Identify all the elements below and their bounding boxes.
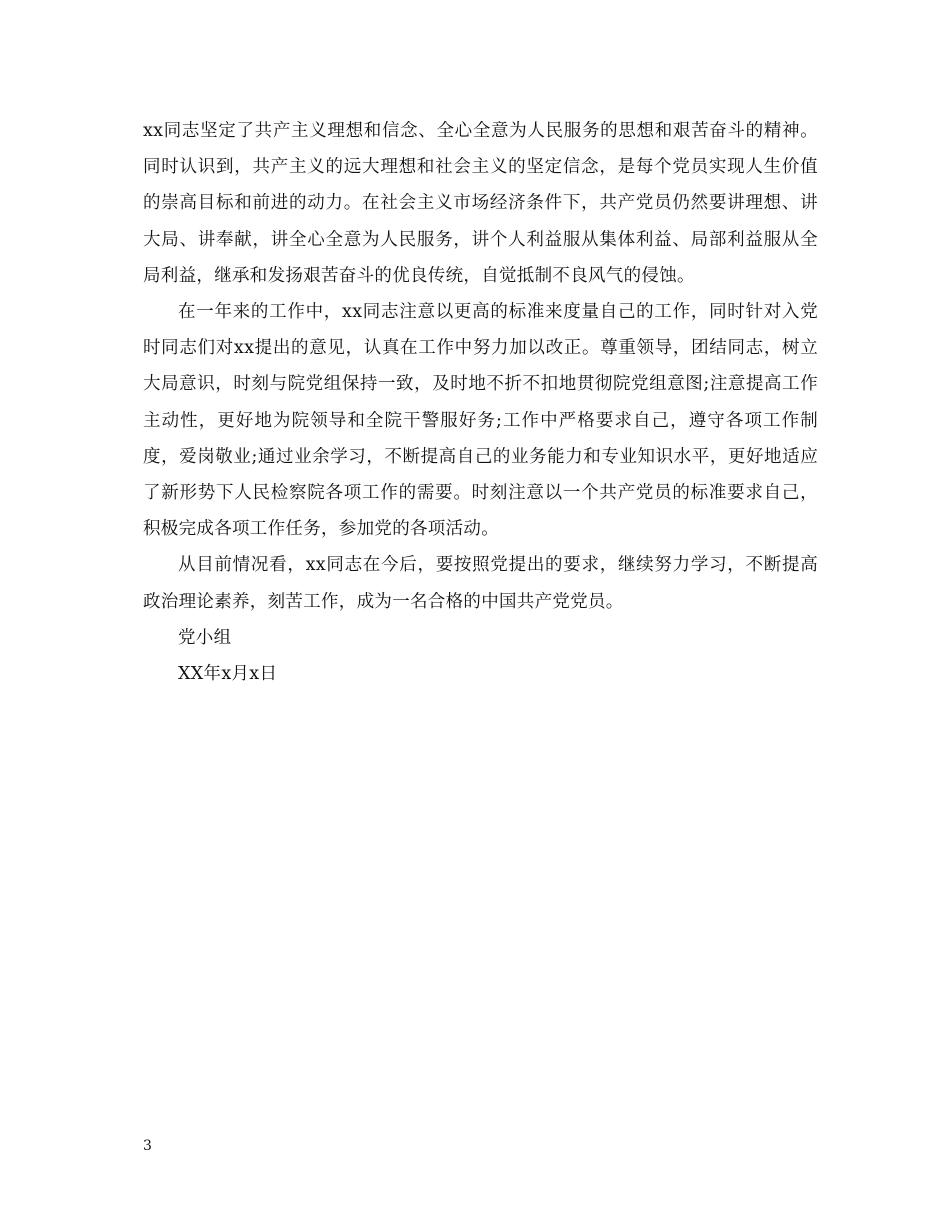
document-body [143, 113, 818, 692]
signature-party-group: 党小组 [178, 627, 232, 648]
paragraph-future-requirements: 从目前情况看，xx同志在今后，要按照党提出的要求，继续努力学习，不断提高政治理论素养，刻苦工作，成为一名合格的中国共产党党员。 [143, 555, 818, 612]
page-number: 3 [143, 1138, 152, 1154]
paragraph-ideals: xx同志坚定了共产主义理想和信念、全心全意为人民服务的思想和艰苦奋斗的精神。同时认识到，共产主义的远大理想和社会主义的坚定信念，是每个党员实现人生价值的崇高目标和前进的动力。在社会主义市场经济条件下，共产党员仍然要讲理想、讲大局、讲奉献，讲全心全意为人民服务，讲个人利益服从集体利益、局部利益服从全局利益，继承和发扬艰苦奋斗的优良传统，自觉抵制不良风气的侵蚀。 [143, 121, 818, 286]
paragraph-work-review: 在一年来的工作中，xx同志注意以更高的标准来度量自己的工作，同时针对入党时同志们对xx提出的意见，认真在工作中努力加以改正。尊重领导，团结同志，树立大局意识，时刻与院党组保持一致，及时地不折不扣地贯彻院党组意图;注意提高工作主动性，更好地为院领导和全院干警服好务;工作中严格要求自己，遵守各项工作制度，爱岗敬业;通过业余学习，不断提高自己的业务能力和专业知识水平，更好地适应了新形势下人民检察院各项工作的需要。时刻注意以一个共产党员的标准要求自己，积极完成各项工作任务，参加党的各项活动。 [143, 302, 818, 540]
document-date: XX年x月x日 [178, 664, 278, 685]
